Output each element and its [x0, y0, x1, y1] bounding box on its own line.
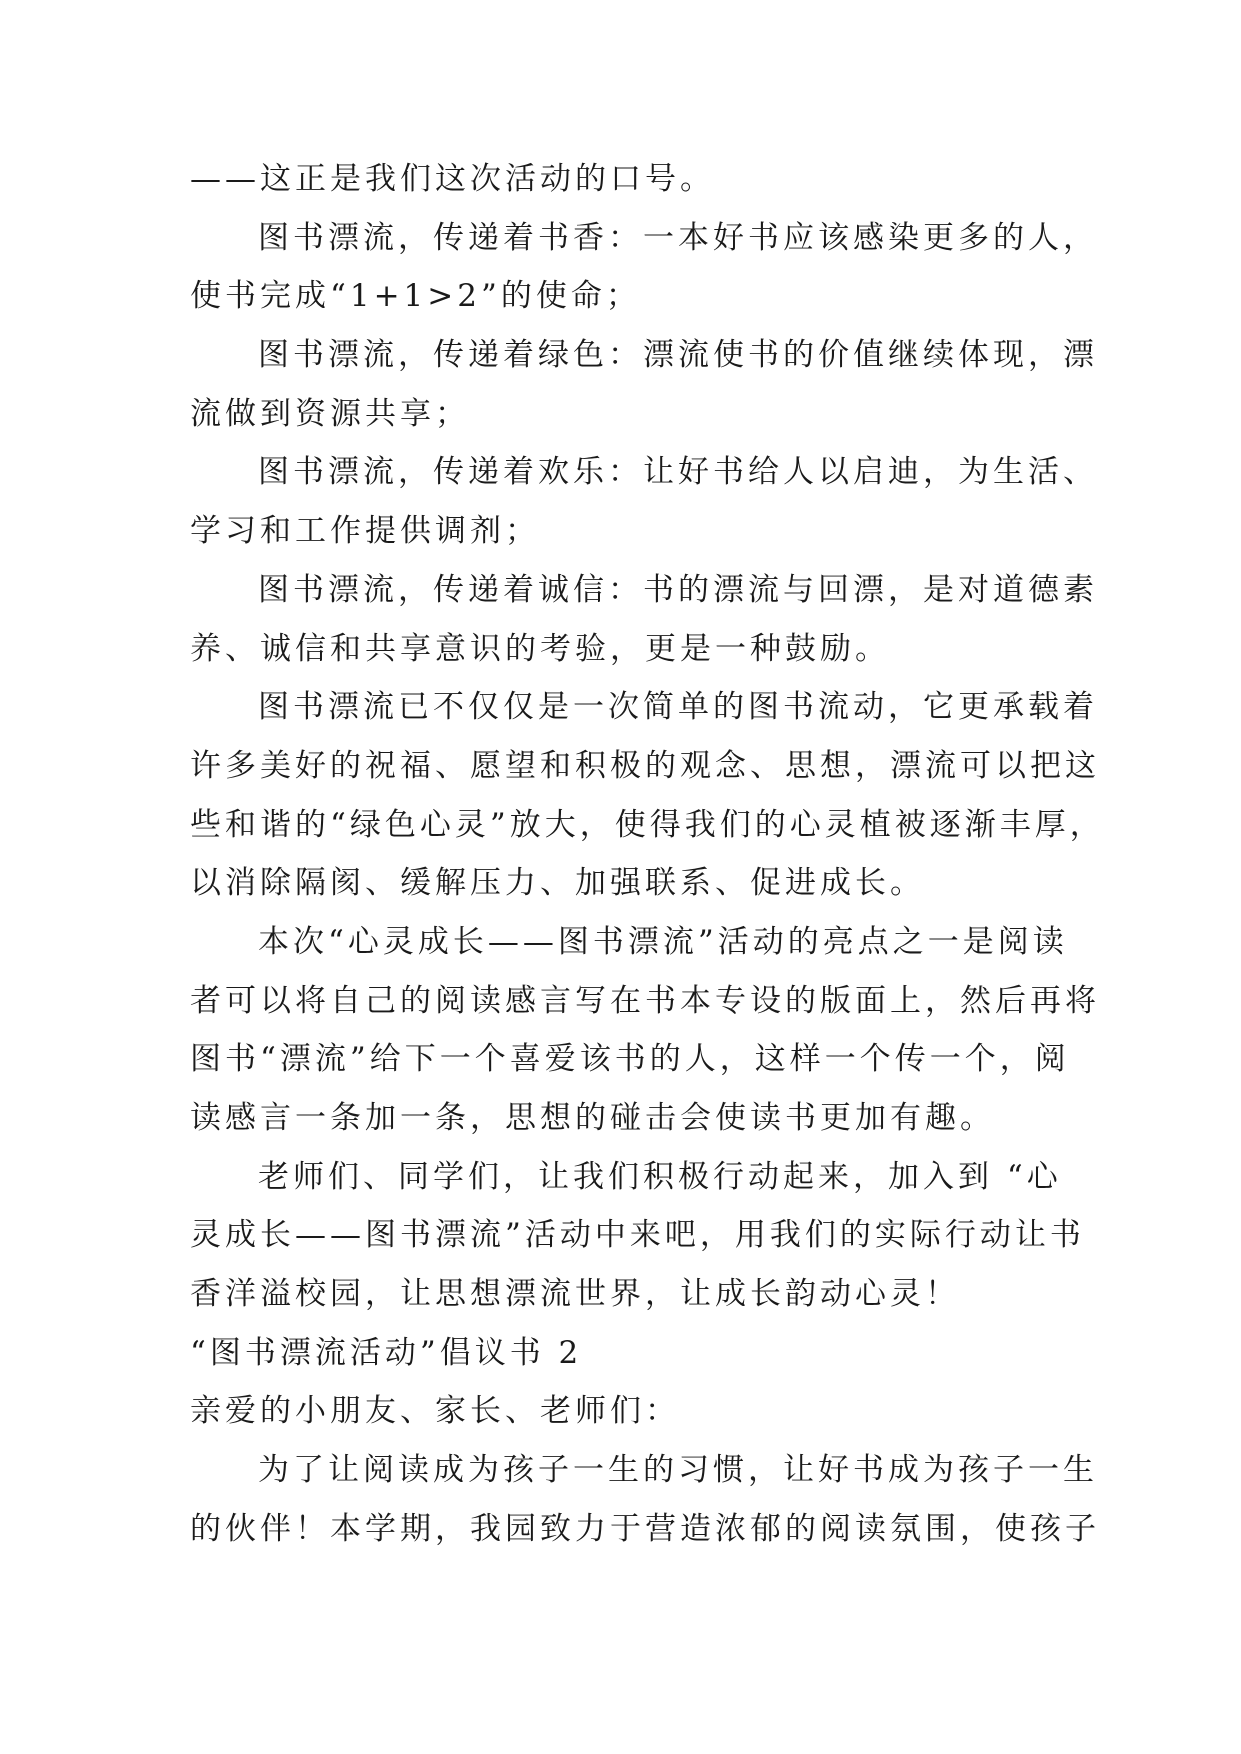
text-line: ——这正是我们这次活动的口号。: [190, 161, 715, 197]
text-line: 些和谐的“绿色心灵”放大，使得我们的心灵植被逐渐丰厚，: [190, 806, 1105, 843]
text-line: 图书漂流已不仅仅是一次简单的图书流动，它更承载着: [258, 689, 1098, 726]
text-line: 的伙伴！本学期，我园致力于营造浓郁的阅读氛围，使孩子: [190, 1510, 1100, 1547]
text-line: 流做到资源共享；: [190, 395, 470, 432]
text-line: 读感言一条加一条，思想的碰击会使读书更加有趣。: [190, 1100, 995, 1136]
text-line: 为了让阅读成为孩子一生的习惯，让好书成为孩子一生: [258, 1452, 1098, 1489]
salutation: 亲爱的小朋友、家长、老师们：: [190, 1393, 680, 1430]
text-line: 学习和工作提供调剂；: [190, 513, 540, 550]
text-line: 图书漂流，传递着绿色：漂流使书的价值继续体现，漂: [258, 337, 1098, 374]
text-line: 老师们、同学们，让我们积极行动起来，加入到 “心: [258, 1158, 1062, 1195]
text-line: 本次“心灵成长——图书漂流”活动的亮点之一是阅读: [258, 923, 1068, 960]
text-line: 灵成长——图书漂流”活动中来吧，用我们的实际行动让书: [190, 1217, 1085, 1254]
section-heading: “图书漂流活动”倡议书 2: [190, 1334, 583, 1371]
document-body: [190, 161, 1105, 1571]
text-line: 图书漂流，传递着诚信：书的漂流与回漂，是对道德素: [258, 571, 1098, 608]
text-line: 许多美好的祝福、愿望和积极的观念、思想，漂流可以把这: [190, 747, 1100, 784]
text-line: 以消除隔阂、缓解压力、加强联系、促进成长。: [190, 865, 925, 902]
text-line: 图书“漂流”给下一个喜爱该书的人，这样一个传一个，阅: [190, 1041, 1070, 1078]
text-line: 图书漂流，传递着书香：一本好书应该感染更多的人，: [258, 219, 1098, 256]
text-line: 香洋溢校园，让思想漂流世界，让成长韵动心灵！: [190, 1276, 960, 1313]
text-line: 养、诚信和共享意识的考验，更是一种鼓励。: [190, 630, 890, 667]
text-line: 使书完成“1+1>2”的使命；: [190, 278, 641, 315]
text-line: 图书漂流，传递着欢乐：让好书给人以启迪，为生活、: [258, 454, 1098, 491]
text-line: 者可以将自己的阅读感言写在书本专设的版面上，然后再将: [190, 982, 1100, 1019]
